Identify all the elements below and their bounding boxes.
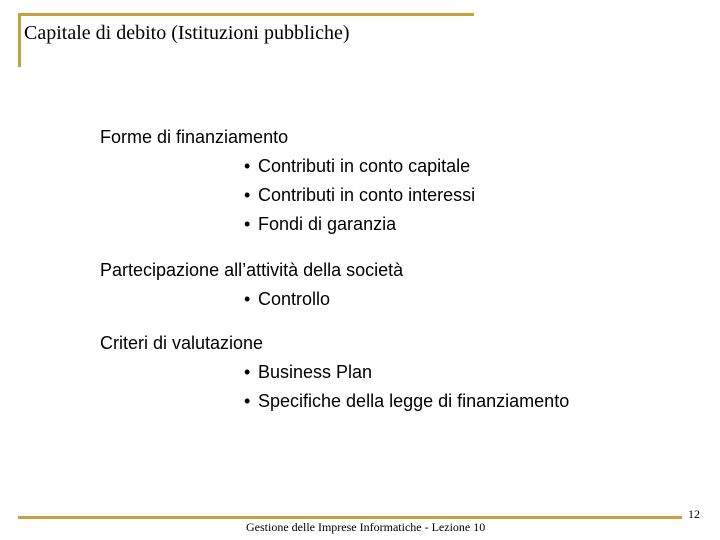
- section-forme-finanziamento: [100, 123, 700, 239]
- footer-rule: [18, 516, 682, 519]
- section-partecipazione: [100, 256, 700, 314]
- bullet-dot-icon: •: [244, 289, 251, 309]
- bullet-item: • Contributi in conto interessi: [244, 181, 700, 210]
- footer-text: Gestione delle Imprese Informatiche - Lezione 10: [246, 520, 486, 534]
- bullet-item: • Contributi in conto capitale: [244, 152, 700, 181]
- page-number: 12: [688, 507, 700, 521]
- bullet-dot-icon: •: [244, 362, 251, 382]
- section-heading: Criteri di valutazione: [100, 333, 264, 353]
- bullet-list: [244, 152, 700, 239]
- bullet-item: • Specifiche della legge di finanziamento: [244, 387, 700, 416]
- section-criteri-valutazione: [100, 329, 700, 416]
- bullet-dot-icon: •: [244, 185, 251, 205]
- bullet-item: • Business Plan: [244, 358, 700, 387]
- title-left-rule: [18, 13, 21, 67]
- bullet-list: [244, 285, 700, 314]
- bullet-dot-icon: •: [244, 214, 251, 234]
- section-heading: Forme di finanziamento: [100, 127, 289, 147]
- bullet-dot-icon: •: [244, 391, 251, 411]
- bullet-dot-icon: •: [244, 156, 251, 176]
- title-top-rule: [18, 13, 474, 16]
- bullet-item: • Controllo: [244, 285, 700, 314]
- bullet-list: [244, 358, 700, 416]
- slide-title: Capitale di debito (Istituzioni pubbliche): [24, 22, 350, 44]
- bullet-item: • Fondi di garanzia: [244, 210, 700, 239]
- section-heading: Partecipazione all’attività della società: [100, 260, 404, 280]
